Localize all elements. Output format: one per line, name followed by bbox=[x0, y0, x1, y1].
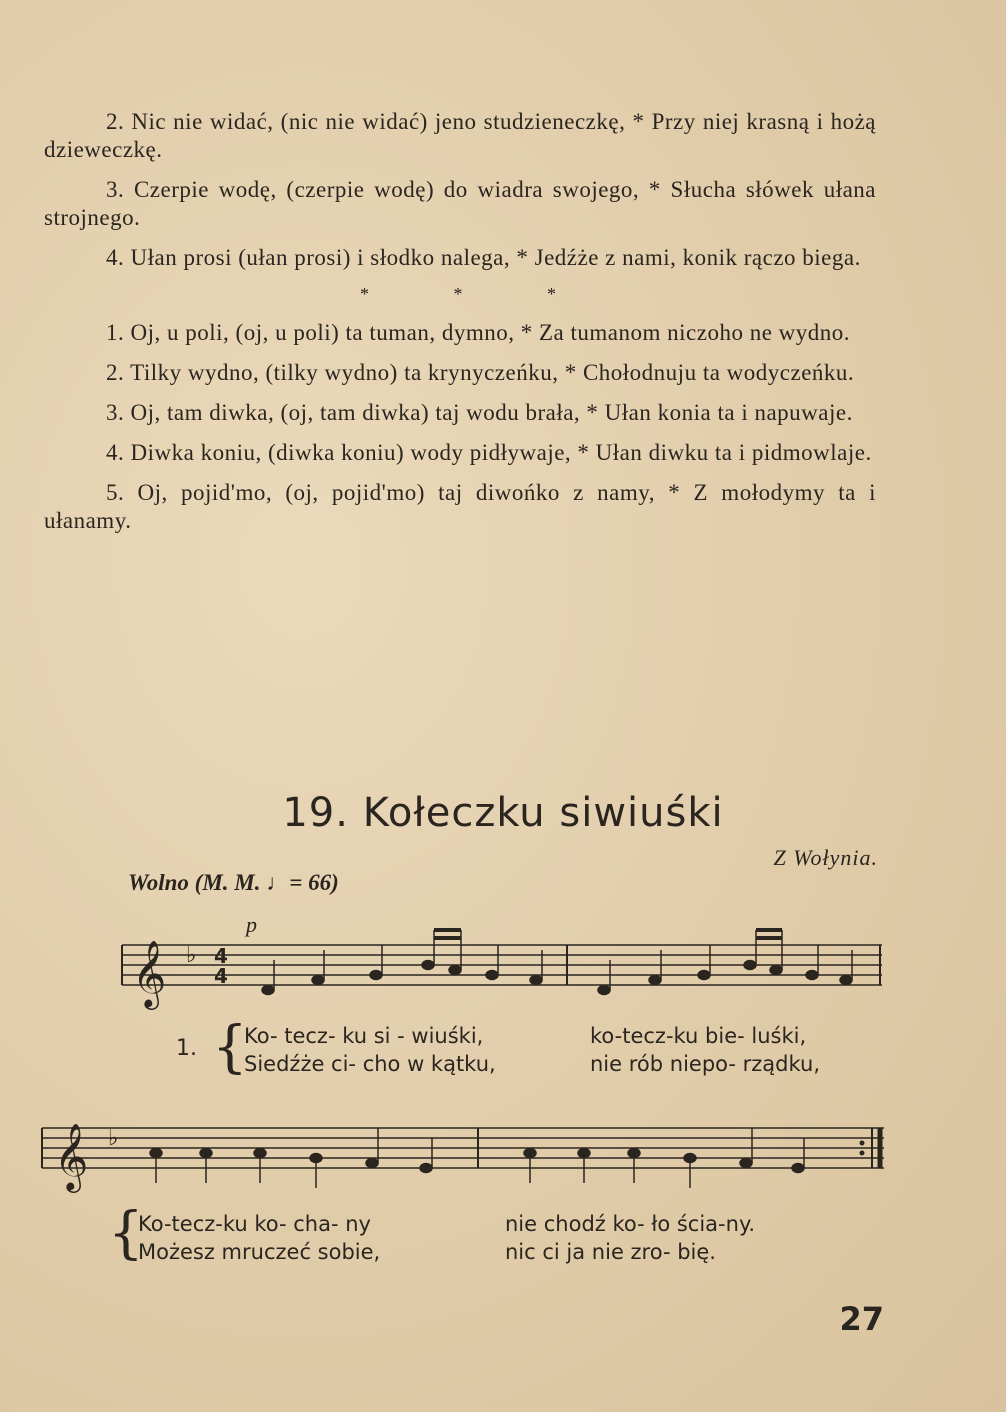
verse-bottom-3: 3. Oj, tam diwka, (oj, tam diwka) taj wodu brała, * Ułan konia ta i napuwaje. bbox=[106, 400, 853, 425]
treble-clef-1: 𝄞 bbox=[132, 939, 167, 1007]
time-sig-top: 4 bbox=[214, 944, 228, 968]
verse-number: 1. bbox=[176, 1036, 197, 1061]
verse-bottom-5: 5. Oj, pojid'mo, (oj, pojid'mo) taj diwońko z namy, * Z mołodymy ta i ułanamy. bbox=[44, 480, 876, 533]
lyric-line1-b2: nie rób niepo- rządku, bbox=[590, 1052, 821, 1076]
flat-sign-2: ♭ bbox=[108, 1126, 119, 1151]
verse-bottom-2: 2. Tilky wydno, (tilky wydno) ta krynyczeńku, * Chołodnuju ta wodyczeńku. bbox=[106, 360, 855, 385]
verse-top-4: 4. Ułan prosi (ułan prosi) i słodko nalega, * Jedźże z nami, konik rączo biega. bbox=[106, 245, 861, 270]
staff-1 bbox=[122, 945, 882, 985]
lyric-line2-a1: Ko-tecz-ku ko- cha- ny bbox=[138, 1212, 371, 1236]
staff-2 bbox=[42, 1128, 884, 1168]
page-number: 27 bbox=[839, 1300, 884, 1338]
lyrics-brace-1: { bbox=[212, 1015, 248, 1080]
lyric-line1-b1: Siedźże ci- cho w kątku, bbox=[244, 1052, 496, 1076]
lyric-line1-a1: Ko- tecz- ku si - wiuśki, bbox=[244, 1024, 484, 1048]
tempo-marking: Wolno (M. M. ♩= 66) bbox=[128, 870, 339, 895]
treble-clef-2: 𝄞 bbox=[54, 1122, 89, 1190]
lyric-line1-a2: ko-tecz-ku bie- luśki, bbox=[590, 1024, 807, 1048]
repeat-dot-lower bbox=[860, 1151, 865, 1156]
verse-bottom-4: 4. Diwka koniu, (diwka koniu) wody pidływaje, * Ułan diwku ta i pidmowlaje. bbox=[106, 440, 872, 465]
lyric-line2-a2: nie chodź ko- ło ścia-ny. bbox=[505, 1212, 756, 1236]
verse-top-3: 3. Czerpie wodę, (czerpie wodę) do wiadra swojego, * Słucha słówek ułana strojnego. bbox=[44, 177, 876, 230]
song-title: 19. Kołeczku siwiuśki bbox=[282, 790, 724, 836]
time-sig-bottom: 4 bbox=[214, 964, 228, 988]
verse-separator: * * * bbox=[360, 284, 596, 304]
repeat-dot-upper bbox=[860, 1141, 865, 1146]
lyric-line2-b2: nic ci ja nie zro- bię. bbox=[505, 1240, 716, 1264]
lyric-line2-b1: Możesz mruczeć sobie, bbox=[138, 1240, 381, 1264]
verse-bottom-1: 1. Oj, u poli, (oj, u poli) ta tuman, dymno, * Za tumanom niczoho ne wydno. bbox=[106, 320, 851, 345]
dynamic-marking: p bbox=[246, 912, 257, 937]
verse-top-2: 2. Nic nie widać, (nic nie widać) jeno studzieneczkę, * Przy niej krasną i hożą dzieweczkę. bbox=[44, 109, 876, 162]
flat-sign-1: ♭ bbox=[186, 943, 197, 968]
song-origin: Z Wołynia. bbox=[773, 845, 878, 870]
lyrics-brace-2: { bbox=[108, 1201, 144, 1266]
